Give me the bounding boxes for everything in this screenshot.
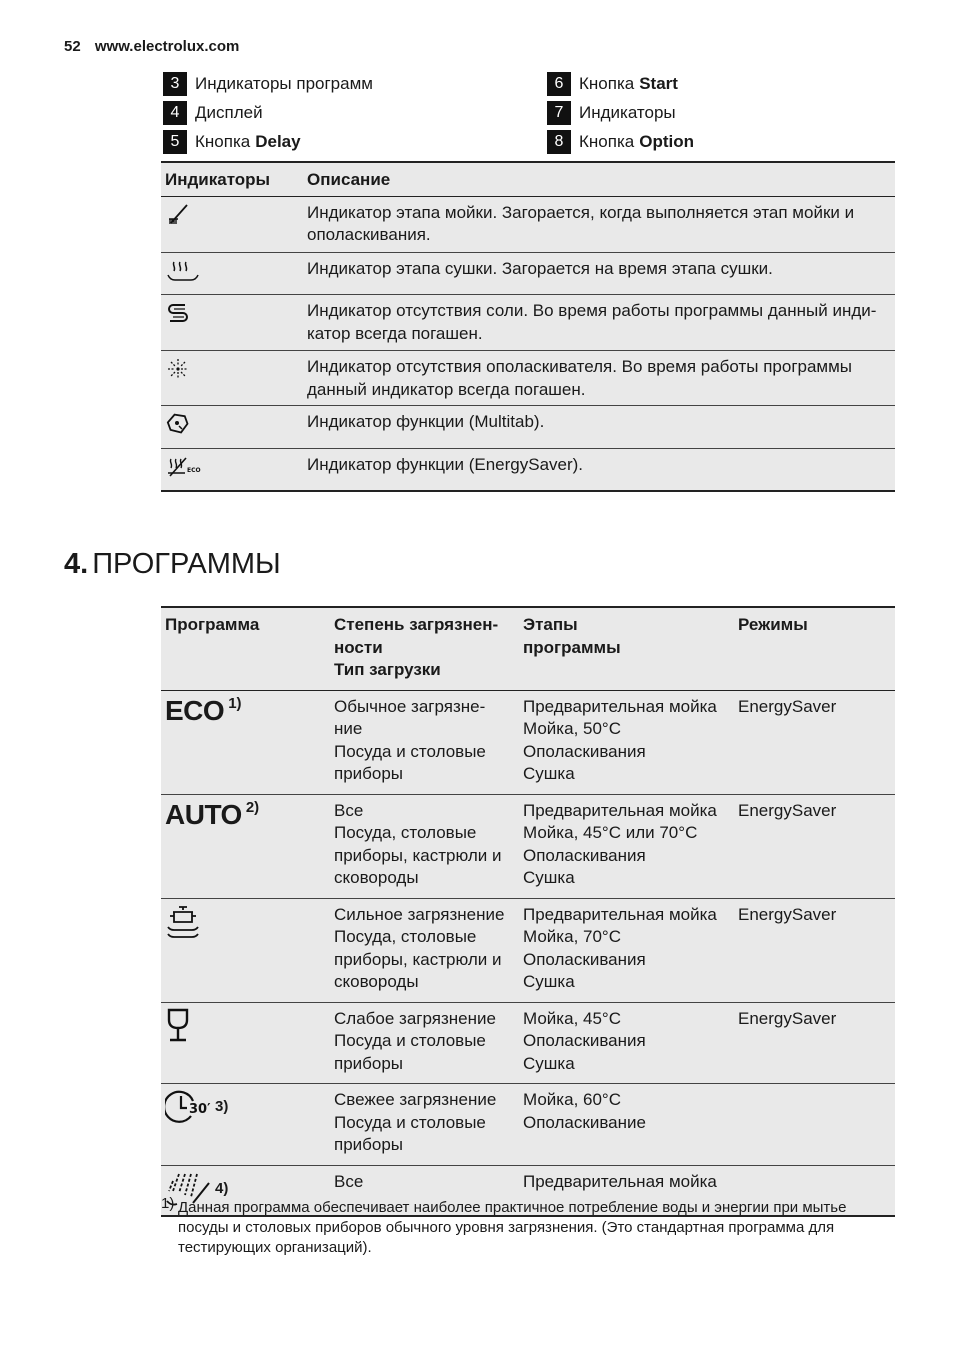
energysaver-icon [165, 465, 205, 484]
legend-item [163, 101, 263, 125]
table-row [161, 295, 895, 351]
intensive-pot-icon [165, 925, 201, 944]
programs-table [161, 606, 895, 1217]
legend-label: Дисплей [195, 103, 263, 122]
phases-cell: Мойка, 60°C Ополаскивание [523, 1084, 738, 1166]
options-cell: EnergySaver [738, 690, 895, 794]
legend-item [163, 130, 301, 154]
legend-number: 7 [547, 101, 571, 125]
soil-cell: Все [334, 1165, 523, 1216]
legend-label: Кнопка [579, 74, 635, 93]
indicator-description: Индикатор этапа сушки. Загорается на время этапа сушки. [303, 252, 895, 295]
legend-item [547, 72, 678, 96]
legend-number: 4 [163, 101, 187, 125]
section-title [64, 548, 281, 581]
legend-label: Индикаторы программ [195, 74, 373, 93]
footnote-ref: 4) [215, 1179, 229, 1197]
legend-label: Кнопка [195, 132, 251, 151]
column-header-program: Программа [161, 607, 334, 690]
legend-button-name: Start [639, 74, 678, 93]
phases-cell: Мойка, 45°C Ополаскивания Сушка [523, 1002, 738, 1084]
eco-icon: ECO 1) [165, 694, 242, 726]
legend-item [547, 130, 694, 154]
soil-cell: Свежее загрязнение Посуда и столовые приборы [334, 1084, 523, 1166]
multitab-icon [165, 422, 191, 441]
table-row [161, 1002, 895, 1084]
legend-number: 5 [163, 130, 187, 154]
footnote-mark: 1) [161, 1195, 175, 1212]
indicator-description: Индикатор функции (EnergySaver). [303, 448, 895, 491]
rinse-aid-icon [165, 367, 191, 386]
section-heading: ПРОГРАММЫ [92, 548, 281, 580]
column-header-soil-level: Степень загрязнен- ности Тип загрузки [334, 607, 523, 690]
footnote-ref: 3) [215, 1098, 229, 1115]
table-header-row [161, 607, 895, 690]
glass-icon [165, 1029, 191, 1048]
salt-icon [165, 311, 191, 330]
legend-number: 3 [163, 72, 187, 96]
quick-30-icon [165, 1089, 334, 1125]
column-header-phases: Этапы программы [523, 607, 738, 690]
svg-text:ECO: ECO [187, 466, 201, 474]
phases-cell: Предварительная мойка Мойка, 50°C Ополаскивания Сушка [523, 690, 738, 794]
indicator-description: Индикатор этапа мойки. Загорается, когда выполняется этап мойки и ополаскивания. [303, 196, 895, 252]
table-row [161, 898, 895, 1002]
phases-cell: Предварительная мойка [523, 1165, 738, 1216]
table-row [161, 196, 895, 252]
options-cell [738, 1084, 895, 1166]
site-url: www.electrolux.com [94, 38, 240, 55]
soil-cell: Слабое загрязнение Посуда и столовые приборы [334, 1002, 523, 1084]
column-header-options: Режимы [738, 607, 895, 690]
soil-cell: Сильное загрязнение Посуда, столовые приборы, кастрюли и сковороды [334, 898, 523, 1002]
indicator-description: Индикатор отсутствия ополаскивателя. Во время работы программы данный индикатор всегда погашен. [303, 351, 895, 406]
legend-item [163, 72, 373, 96]
indicator-description: Индикатор функции (Multitab). [303, 406, 895, 449]
table-row [161, 690, 895, 794]
column-header-indicators: Индикаторы [161, 162, 303, 196]
footnote [161, 1194, 881, 1258]
options-cell: EnergySaver [738, 898, 895, 1002]
footnote-text: Данная программа обеспечивает наиболее практичное потребление воды и энергии при мытье посуды и столовых приборов обычного уровня загрязнения. (Это стандартная программа для тестирующих организаций). [178, 1199, 847, 1256]
page-number: 52 [64, 38, 81, 55]
table-row [161, 351, 895, 406]
footnote-ref: 2) [245, 798, 260, 816]
legend-label: Кнопка [579, 132, 635, 151]
legend-number: 6 [547, 72, 571, 96]
legend-item [547, 101, 676, 125]
phases-cell: Предварительная мойка Мойка, 70°C Ополаскивания Сушка [523, 898, 738, 1002]
footnote-ref: 1) [228, 694, 242, 712]
auto-icon: AUTO 2) [165, 798, 260, 830]
table-row [161, 406, 895, 449]
options-cell: EnergySaver [738, 794, 895, 898]
legend-number: 8 [547, 130, 571, 154]
svg-text:30′: 30′ [189, 1102, 211, 1117]
table-header-row [161, 162, 895, 196]
table-row [161, 794, 895, 898]
options-cell: EnergySaver [738, 1002, 895, 1084]
table-row [161, 448, 895, 491]
phases-cell: Предварительная мойка Мойка, 45°C или 70°C Ополаскивания Сушка [523, 794, 738, 898]
soil-cell: Обычное загрязне- ние Посуда и столовые приборы [334, 690, 523, 794]
indicator-description: Индикатор отсутствия соли. Во время работы программы данный инди-катор всегда погашен. [303, 295, 895, 351]
table-row [161, 252, 895, 295]
wash-phase-icon [165, 213, 191, 232]
column-header-description: Описание [303, 162, 895, 196]
section-number: 4. [64, 548, 89, 580]
soil-cell: Все Посуда, столовые приборы, кастрюли и сковороды [334, 794, 523, 898]
controls-legend [163, 72, 898, 160]
table-row [161, 1084, 895, 1166]
indicators-table [161, 161, 895, 492]
page-header [64, 38, 239, 55]
legend-button-name: Delay [255, 132, 301, 151]
legend-button-name: Option [639, 132, 694, 151]
legend-label: Индикаторы [579, 103, 676, 122]
drying-phase-icon [165, 269, 199, 288]
